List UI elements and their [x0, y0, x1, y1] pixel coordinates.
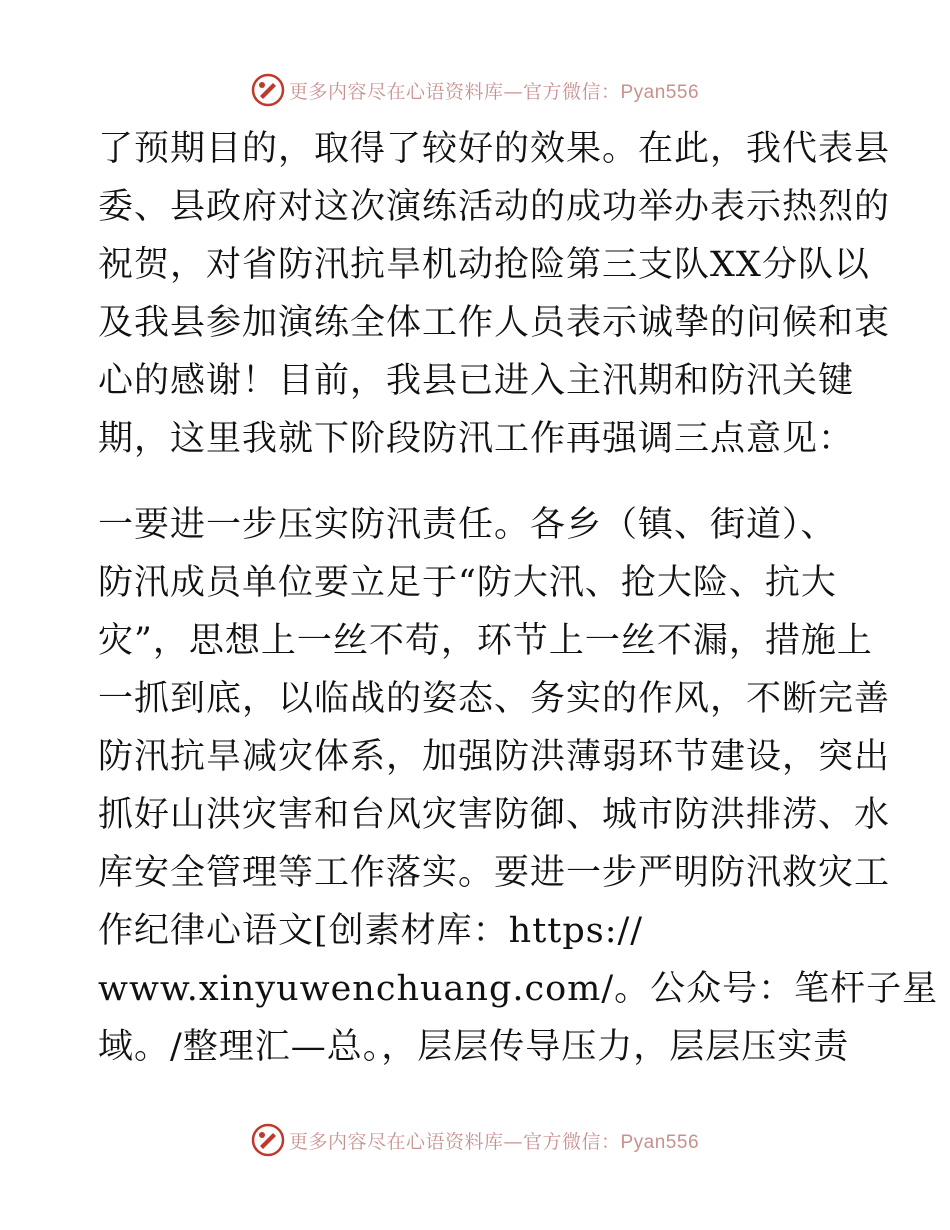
footer-wechat-id: Pyan556 [620, 1131, 700, 1153]
text-line: 库安全管理等工作落实。要进一步严明防汛救灾工 [98, 853, 891, 893]
paragraph-1 [98, 120, 891, 468]
seal-logo-icon [251, 73, 285, 107]
text-line: 心的感谢！目前，我县已进入主汛期和防汛关键 [98, 361, 855, 401]
footer-banner [0, 1120, 950, 1160]
text-line: 域。/整理汇—总。，层层传导压力，层层压实责 [98, 1027, 850, 1067]
text-line: 防汛抗旱减灾体系，加强防洪薄弱环节建设，突出 [98, 737, 891, 777]
seal-logo-icon [251, 1123, 285, 1157]
text-line: www.xinyuwenchuang.com/。公众号：笔杆子星 [98, 969, 939, 1009]
text-line: 祝贺，对省防汛抗旱机动抢险第三支队XX分队以 [98, 245, 870, 285]
text-line: 防汛成员单位要立足于“防大汛、抢大险、抗大 [98, 563, 837, 603]
paragraph-2 [98, 496, 939, 1076]
footer-banner-text [289, 1127, 699, 1154]
header-banner-text [289, 77, 699, 104]
text-line: 委、县政府对这次演练活动的成功举办表示热烈的 [98, 187, 891, 227]
text-line: 及我县参加演练全体工作人员表示诚挚的问候和衷 [98, 303, 891, 343]
footer-text: 更多内容尽在心语资料库—官方微信： [288, 1130, 621, 1153]
text-line: 灾”，思想上一丝不苟，环节上一丝不漏，措施上 [98, 621, 873, 661]
text-line: 期，这里我就下阶段防汛工作再强调三点意见： [98, 419, 855, 459]
text-line: 抓好山洪灾害和台风灾害防御、城市防洪排涝、水 [98, 795, 891, 835]
header-text: 更多内容尽在心语资料库—官方微信： [288, 80, 621, 103]
text-line: 一抓到底，以临战的姿态、务实的作风，不断完善 [98, 679, 891, 719]
text-line: 一要进一步压实防汛责任。各乡（镇、街道）、 [98, 505, 837, 545]
header-banner [0, 70, 950, 110]
text-line: 了预期目的，取得了较好的效果。在此，我代表县 [98, 129, 891, 169]
document-body [98, 120, 939, 1076]
text-line: 作纪律心语文[创素材库：https:// [98, 911, 644, 951]
header-wechat-id: Pyan556 [620, 81, 700, 103]
